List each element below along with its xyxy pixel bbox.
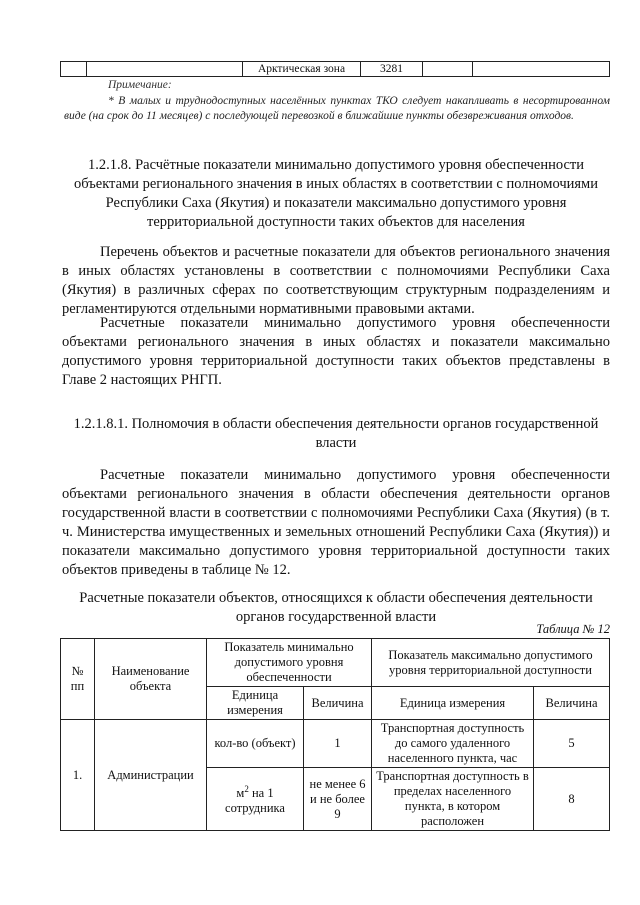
table-number: Таблица № 12: [536, 622, 610, 636]
row-value-2: 5: [534, 720, 610, 768]
top-table-fragment: [60, 61, 610, 77]
row-num: 1.: [61, 720, 95, 831]
row-name: Администрации: [95, 720, 207, 831]
header-num: № пп: [61, 639, 95, 720]
zone-cell: Арктическая зона: [243, 62, 361, 77]
indicators-table: [60, 638, 610, 831]
header-name: Наименование объекта: [95, 639, 207, 720]
header-value-2: Величина: [534, 687, 610, 720]
paragraph-indicators: Расчетные показатели минимально допустимого уровня обеспеченности объектами регионального значения в иных областях и показатели максимально допустимого уровня территориальной доступности таких объектов представлены в Главе 2 настоящих РНГП.: [62, 315, 610, 388]
row-value: 1: [304, 720, 372, 768]
header-value: Величина: [304, 687, 372, 720]
section-heading-1-2-1-8: 1.2.1.8. Расчётные показатели минимально допустимого уровня обеспеченности объектами регионального значения в иных областях в соответствии с полномочиями Республики Саха (Якутия) и показатели максимально допустимого уровня территориальной доступности таких объектов для населения: [74, 157, 598, 230]
row-unit-2: Транспортная доступность в пределах населенного пункта, в котором расположен: [372, 768, 534, 831]
zone-value-cell: 3281: [361, 62, 423, 77]
note-label: Примечание:: [108, 79, 172, 91]
note-text: * В малых и труднодоступных населённых пунктах ТКО следует накапливать в несортированном виде (на срок до 11 месяцев) с последующей перевозкой в ближайшие пункты обезвреживания отходов.: [64, 95, 610, 122]
header-max-group: Показатель максимально допустимого уровня территориальной доступности: [372, 639, 610, 687]
table-row: [61, 720, 610, 768]
row-value: не менее 6 и не более 9: [304, 768, 372, 831]
section-heading-1-2-1-8-1: 1.2.1.8.1. Полномочия в области обеспечения деятельности органов государственной власти: [73, 416, 599, 451]
row-unit: $м^2$ на 1 сотрудника: [207, 768, 304, 831]
row-unit-2: Транспортная доступность до самого удаленного населенного пункта, час: [372, 720, 534, 768]
paragraph-gov-bodies: Расчетные показатели минимально допустимого уровня обеспеченности объектами регионального значения в области обеспечения деятельности органов государственной власти в соответствии с полномочиями Республики Саха (Якутия) (в т. ч. Министерства имущественных и земельных отношений Республики Саха (Якутия)) и показатели максимально допустимого уровня территориальной доступности таких объектов приведены в таблице № 12.: [62, 467, 610, 578]
table-row: [61, 62, 610, 77]
paragraph-objects-list: Перечень объектов и расчетные показатели для объектов регионального значения в иных областях установлены в соответствии с полномочиями Республики Саха (Якутия) в различных сферах по соответствующим структурным подразделениям и регламентируются отдельными нормативными правовыми актами.: [62, 244, 610, 317]
row-value-2: 8: [534, 768, 610, 831]
header-unit: Единица измерения: [207, 687, 304, 720]
table-caption: Расчетные показатели объектов, относящихся к области обеспечения деятельности органов государственной власти: [79, 590, 593, 625]
row-unit: кол-во (объект): [207, 720, 304, 768]
header-unit-2: Единица измерения: [372, 687, 534, 720]
header-min-group: Показатель минимально допустимого уровня обеспеченности: [207, 639, 372, 687]
table-header-row: [61, 639, 610, 687]
